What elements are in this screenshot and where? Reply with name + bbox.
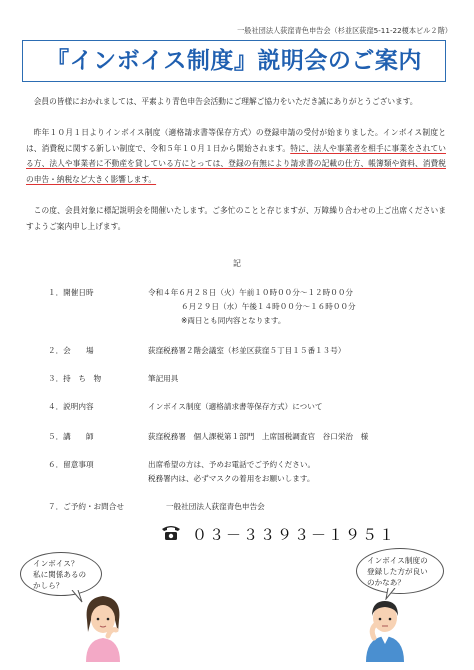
phone-number: ０３－３３９３－１９５１ xyxy=(192,526,397,544)
man-illustration xyxy=(360,592,410,662)
lecturer-value: 荻窪税務署 個人課税第１部門 上席国税調査官 谷口栄治 様 xyxy=(148,432,369,441)
date-line-2: ６月２９日（水）午後１４時００分～１６時００分 xyxy=(181,302,356,311)
date-line-1: 令和４年６月２８日（火）午前１０時００分～１２時００分 xyxy=(148,288,354,297)
speech-bubble-left xyxy=(20,552,102,596)
bubble-left-line-3: かしら？ xyxy=(33,581,64,590)
intro-paragraph-2 xyxy=(26,125,446,187)
content-label: ４．説明内容 xyxy=(48,402,94,411)
header-organization: 一般社団法人荻窪青色申告会（杉並区荻窪5-11-22榎本ビル２階） xyxy=(237,26,452,35)
ki-heading: 記 xyxy=(233,259,241,268)
woman-illustration xyxy=(78,592,128,662)
telephone-icon xyxy=(160,522,182,542)
bubble-right-line-2: 登録した方が良い xyxy=(367,567,428,576)
notes-line-2: 税務署内は、必ずマスクの着用をお願いします。 xyxy=(148,474,315,483)
bubble-left-line-1: インボイス？ xyxy=(33,559,79,568)
notes-label: ６．留意事項 xyxy=(48,460,94,469)
bubble-left-line-2: 私に関係あるの xyxy=(33,570,87,579)
items-value: 筆記用具 xyxy=(148,374,179,383)
date-label: １．開催日時 xyxy=(48,288,94,297)
intro-paragraph-1: 会員の皆様におかれましては、平素より青色申告会活動にご理解ご協力をいただき誠にありがとうございます。 xyxy=(33,97,418,106)
venue-label: ２．会 場 xyxy=(48,346,94,355)
items-label: ３．持 ち 物 xyxy=(48,374,102,383)
contact-label: ７．ご予約・お問合せ xyxy=(48,502,124,511)
date-line-3: ※両日とも同内容となります。 xyxy=(181,316,286,325)
intro-text-2 xyxy=(26,125,446,187)
content-value: インボイス制度（適格請求書等保存方式）について xyxy=(148,402,323,411)
bubble-right-line-3: のかなあ？ xyxy=(367,578,405,587)
intro-paragraph-3: この度、会員対象に標記説明会を開催いたします。ご多忙のことと存じますが、万障繰り合わせの上ご出席くださいますようご案内申し上げます。 xyxy=(26,206,446,231)
venue-value: 荻窪税務署２階会議室（杉並区荻窪５丁目１５番１３号） xyxy=(148,346,346,355)
notes-line-1: 出席希望の方は、予めお電話でご予約ください。 xyxy=(148,460,316,469)
intro-paragraph-2a: 昨年１０月１日よりインボイス制度（適格請求書等保存方式）の登録申請の受付が始まりました。インボイス制度とは、消費税に関する新しい制度で、令和５年１０月１日から開始されます。 xyxy=(26,128,446,153)
speech-bubble-right xyxy=(356,548,444,594)
intro-paragraph-2b-underlined: 特に、法人や事業者を相手に事業をされている方、法人や事業者に不動産を貸している方にとっては、登録の有無により請求書の記載の仕方、帳簿類や資料、消費税の申告・納税など大きく影響します。 xyxy=(26,143,446,184)
bubble-right-line-1: インボイス制度の xyxy=(367,556,428,565)
intro-text-3 xyxy=(26,203,446,234)
contact-value: 一般社団法人荻窪青色申告会 xyxy=(166,502,265,511)
intro-text xyxy=(26,94,446,110)
page-title: 『インボイス制度』説明会のご案内 xyxy=(46,48,422,74)
lecturer-label: ５．講 師 xyxy=(48,432,94,441)
